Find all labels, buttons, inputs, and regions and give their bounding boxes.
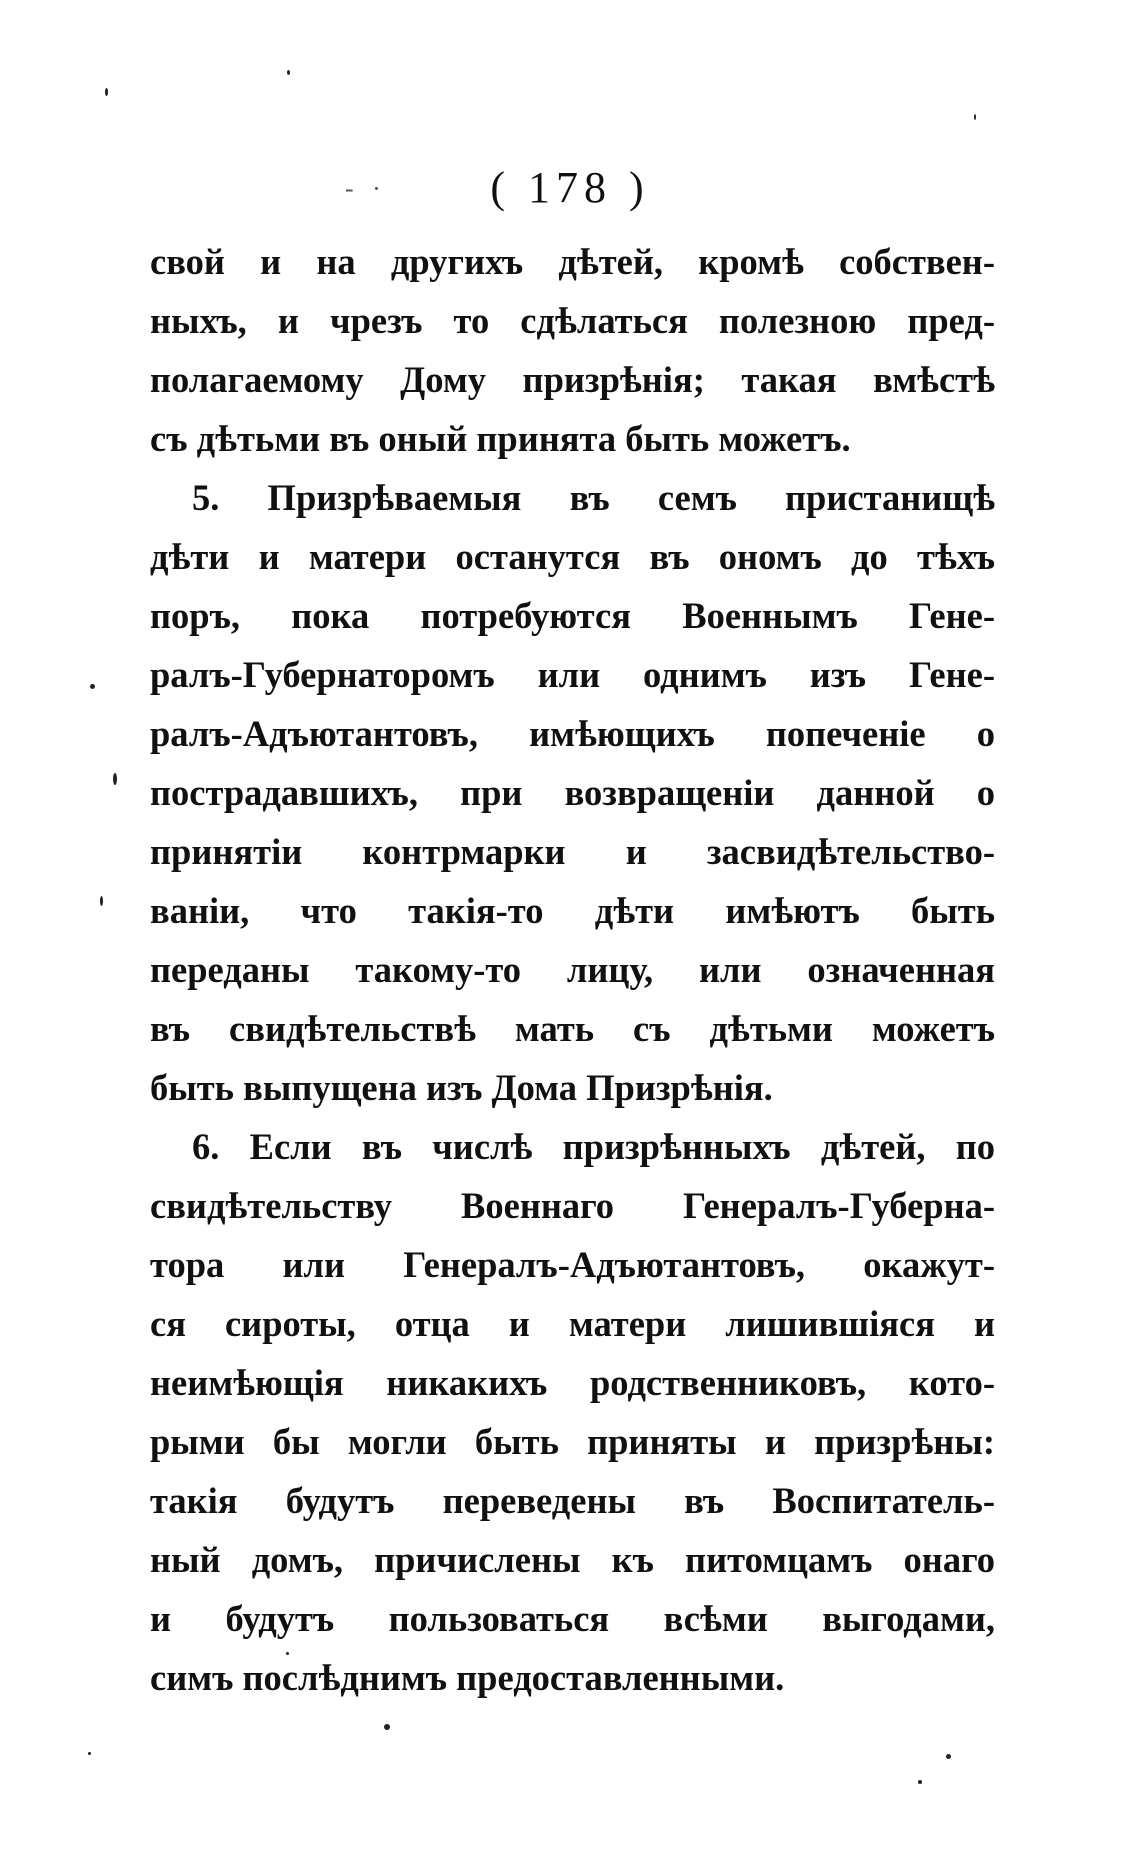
paragraph-6-start: 6. Если въ числѣ призрѣнныхъ дѣтей, по xyxy=(192,1126,995,1167)
scan-speck xyxy=(287,70,290,75)
text-line: пострадавшихъ, при возвращеніи данной о xyxy=(150,772,995,813)
scan-speck xyxy=(918,1780,922,1784)
text-line: неимѣющія никакихъ родственниковъ, кото- xyxy=(150,1362,995,1403)
page-number-prefix: - · xyxy=(345,174,387,203)
text-line: принятіи контрмарки и засвидѣтельство- xyxy=(150,831,995,872)
text-line: такія будутъ переведены въ Воспитатель- xyxy=(150,1480,995,1521)
scan-speck xyxy=(286,1652,289,1655)
scan-speck xyxy=(384,1724,390,1730)
text-line: въ свидѣтельствѣ мать съ дѣтьми можетъ xyxy=(150,1008,995,1049)
scan-speck xyxy=(946,1754,951,1759)
scan-speck xyxy=(88,1752,91,1755)
text-line: быть выпущена изъ Дома Призрѣнія. xyxy=(150,1067,773,1108)
text-line: поръ, пока потребуются Военнымъ Гене- xyxy=(150,595,995,636)
scan-speck xyxy=(974,114,976,120)
paragraph-5-start: 5. Призрѣваемыя въ семъ пристанищѣ xyxy=(192,477,995,518)
scan-speck xyxy=(100,896,103,906)
text-line: ваніи, что такія-то дѣти имѣютъ быть xyxy=(150,890,995,931)
scan-speck xyxy=(113,773,117,785)
text-line: полагаемому Дому призрѣнія; такая вмѣстѣ xyxy=(150,359,995,400)
page-number: ( 178 ) xyxy=(490,163,650,212)
text-line: симъ послѣднимъ предоставленными. xyxy=(150,1657,785,1698)
text-line: съ дѣтьми въ оный принята быть можетъ. xyxy=(150,418,851,459)
text-line: дѣти и матери останутся въ ономъ до тѣхъ xyxy=(150,536,995,577)
scan-speck xyxy=(90,684,95,689)
text-line: свой и на другихъ дѣтей, кромѣ собствен- xyxy=(150,241,995,282)
text-line: и будутъ пользоваться всѣми выгодами, xyxy=(150,1598,995,1639)
text-line: ся сироты, отца и матери лишившіяся и xyxy=(150,1303,995,1344)
body-text xyxy=(150,232,995,1707)
text-line: ралъ-Губернаторомъ или однимъ изъ Гене- xyxy=(150,654,995,695)
text-line: ный домъ, причислены къ питомцамъ онаго xyxy=(150,1539,995,1580)
text-line: тора или Генералъ-Адъютантовъ, окажут- xyxy=(150,1244,995,1285)
scan-speck xyxy=(105,88,108,96)
text-line: рыми бы могли быть приняты и призрѣны: xyxy=(150,1421,995,1462)
text-line: ралъ-Адъютантовъ, имѣющихъ попеченіе о xyxy=(150,713,995,754)
text-line: ныхъ, и чрезъ то сдѣлаться полезною пред- xyxy=(150,300,995,341)
page-number-header xyxy=(0,162,1140,213)
text-line: свидѣтельству Военнаго Генералъ-Губерна- xyxy=(150,1185,995,1226)
text-line: переданы такому-то лицу, или означенная xyxy=(150,949,995,990)
